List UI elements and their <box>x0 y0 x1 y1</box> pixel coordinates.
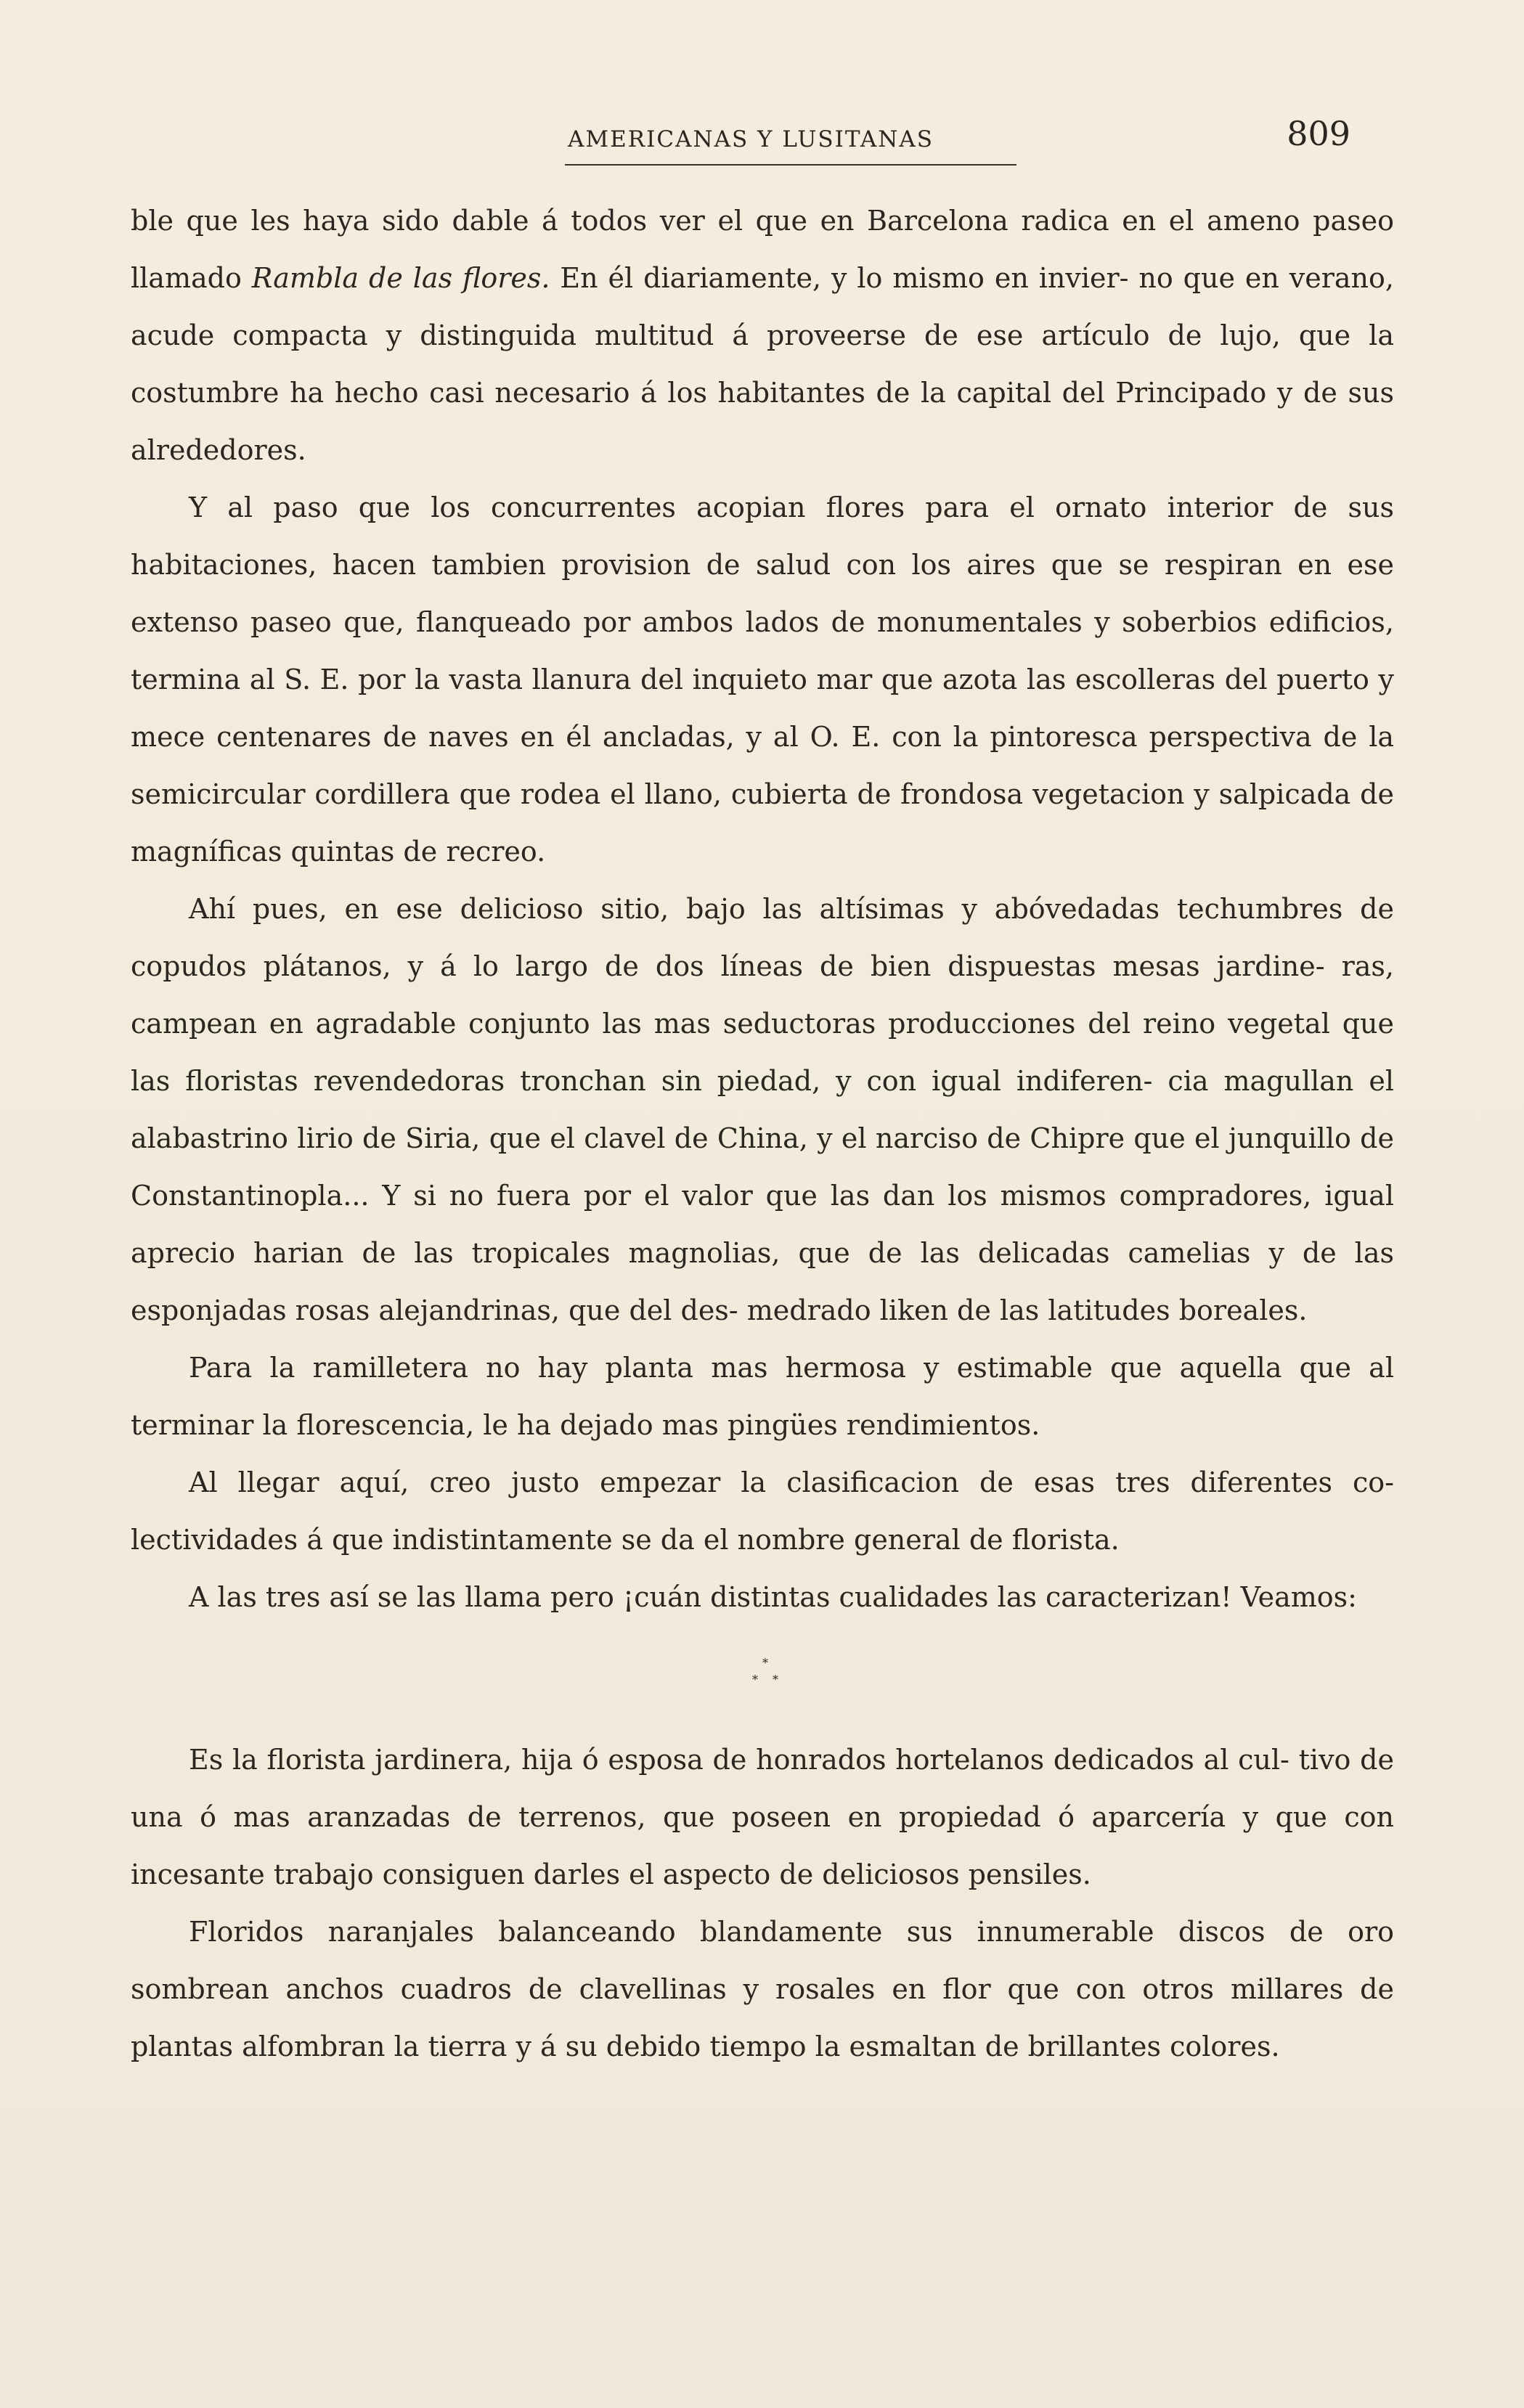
paragraph-1 <box>131 192 1394 479</box>
paragraph-2: Y al paso que los concurrentes acopian flores para el ornato interior de sus habitaciones, hacen tambien provision de salud con los aires que se respiran en ese extenso paseo que, flanqueado por ambos lados de monumentales y soberbios edificios, termina al S. E. por la vasta llanura del inquieto mar que azota las escolleras del puerto y mece centenares de naves en él ancladas, y al O. E. con la pintoresca perspectiva de la semicircular cordillera que rodea el llano, cubierta de frondosa vegetacion y salpicada de magníficas quintas de recreo. <box>131 491 1394 868</box>
paragraph-8: Floridos naranjales balanceando blandamente sus innumerable discos de oro sombrean anchos cuadros de clavellinas y rosales en flor que con otros millares de plantas alfombran la tierra y á su debido tiempo la esmaltan de brillantes colores. <box>131 1916 1394 2062</box>
paragraph-6: A las tres así se las llama pero ¡cuán distintas cualidades las caracterizan! Veamos: <box>189 1581 1357 1613</box>
page-number: 809 <box>1287 114 1350 153</box>
divider-asterisk-icon: * <box>773 1673 778 1686</box>
paragraph-5: Al llegar aquí, creo justo empezar la clasificacion de esas tres diferentes co- lectividades á que indistintamente se da el nombre general de florista. <box>131 1466 1394 1556</box>
paragraph-4: Para la ramilletera no hay planta mas hermosa y estimable que aquella que al terminar la florescencia, le ha dejado mas pingües rendimientos. <box>131 1352 1394 1441</box>
header-rule <box>565 164 1016 166</box>
page-header <box>508 110 1365 168</box>
paragraph-1-italic: Rambla de las flores. <box>251 262 550 294</box>
running-head: AMERICANAS Y LUSITANAS <box>568 126 934 152</box>
paragraph-3: Ahí pues, en ese delicioso sitio, bajo las altísimas y abóvedadas techumbres de copudos plátanos, y á lo largo de dos líneas de bien dispuestas mesas jardine- ras, campean en agradable conjunto las mas seductoras producciones del reino vegetal que las floristas revendedoras tronchan sin piedad, y con igual indiferen- cia magullan el alabastrino lirio de Siria, que el clavel de China, y el narciso de Chipre que el junquillo de Constantinopla... Y si no fuera por el valor que las dan los mismos compradores, igual aprecio harian de las tropicales magnolias, que de las delicadas camelias y de las esponjadas rosas alejandrinas, que del des- medrado liken de las latitudes boreales. <box>131 893 1394 1326</box>
paragraph-1-before: ble que les haya sido dable á todos ver el que en Barcelona radica en el ameno paseo llamado <box>131 205 1394 294</box>
paragraph-7: Es la florista jardinera, hija ó esposa de honrados hortelanos dedicados al cul- tivo de una ó mas aranzadas de terrenos, que poseen en propiedad ó aparcería y que con incesante trabajo consiguen darles el aspecto de deliciosos pensiles. <box>131 1744 1394 1890</box>
divider-asterisk-icon: * <box>752 1673 758 1686</box>
section-divider <box>131 1626 1394 1731</box>
body-text <box>131 192 1394 2076</box>
paragraph-1-after: En él diariamente, y lo mismo en invier- no que en verano, acude compacta y distinguida multitud á proveerse de ese artículo de lujo, que la costumbre ha hecho casi necesario á los habitantes de la capital del Principado y de sus alrededores. <box>131 262 1394 466</box>
divider-asterisk-icon: * <box>762 1656 768 1670</box>
